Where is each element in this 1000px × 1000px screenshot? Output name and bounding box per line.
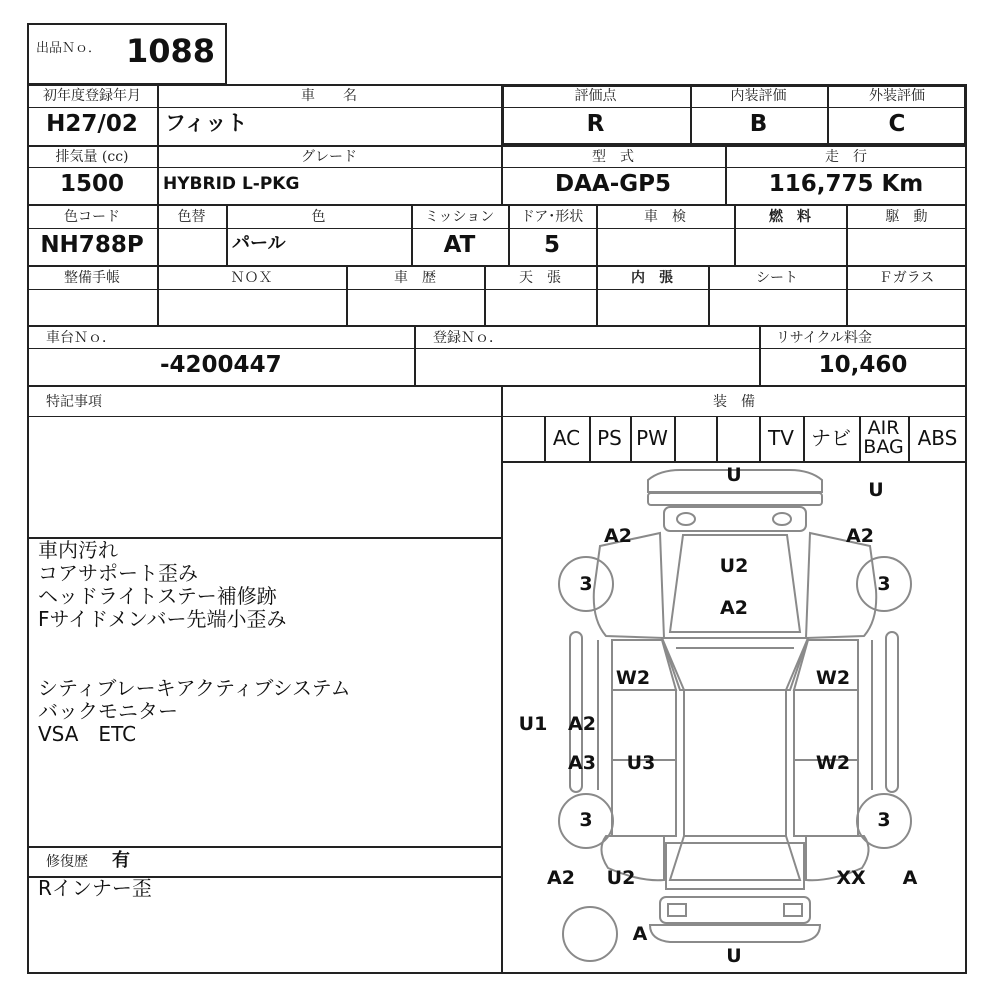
exterior-grade-value: C [888, 111, 906, 137]
fuel-label: 燃 料 [769, 209, 811, 225]
equip-airbag-line1: AIR [867, 417, 900, 439]
color-code-value: NH788P [40, 232, 144, 258]
car-name-label: 車 名 [301, 88, 357, 104]
remarks-label: 特記事項 [46, 394, 102, 410]
damage-mark: 3 [877, 573, 891, 595]
equip-airbag-line2: BAG [863, 436, 904, 458]
exterior-grade-label: 外装評価 [869, 88, 925, 104]
damage-mark: 3 [579, 809, 593, 831]
score-value: R [586, 111, 605, 137]
damage-mark: W2 [815, 752, 851, 774]
transmission-value: AT [443, 232, 476, 258]
chassis-no-label: 車台Ｎｏ． [46, 330, 116, 346]
mileage-label: 走 行 [825, 149, 867, 165]
model-value: DAA-GP5 [555, 171, 671, 197]
damage-mark: 3 [877, 809, 891, 831]
grille [664, 507, 806, 531]
equip-abs: ABS [917, 426, 958, 450]
interior-trim-label: 内 張 [631, 270, 673, 286]
repair-history-value: 有 [112, 850, 130, 871]
front-emblem-left [677, 513, 695, 525]
remarks-notes: 車内汚れ コアサポート歪み ヘッドライトステー補修跡 Fサイドメンバー先端小歪み [38, 538, 287, 631]
nox-label: ＮＯＸ [230, 270, 273, 286]
right-front-door [794, 690, 858, 760]
damage-mark: U [868, 479, 884, 501]
equip-navi: ナビ [811, 426, 851, 450]
f-glass-label: Ｆガラス [878, 270, 935, 286]
color-change-label: 色替 [177, 209, 206, 225]
door-shape-value: 5 [543, 232, 560, 258]
chassis-no-value: -4200447 [160, 352, 282, 378]
equip-pw: PW [636, 426, 668, 450]
model-label: 型 式 [592, 149, 634, 165]
damage-mark: A2 [720, 597, 748, 619]
rear-bumper [660, 897, 810, 923]
damage-mark: A3 [568, 752, 596, 774]
damage-mark: U2 [606, 867, 636, 889]
damage-mark: W2 [615, 667, 651, 689]
registration-no-label: 登録Ｎｏ． [433, 330, 503, 346]
damage-mark: U2 [719, 555, 749, 577]
roof [684, 690, 786, 836]
seat-label: シート [756, 270, 798, 286]
interior-grade-label: 内装評価 [730, 88, 787, 104]
equip-tv: TV [768, 426, 794, 450]
front-bumper-inner [648, 493, 822, 505]
right-sill [886, 632, 898, 792]
spare-tire [563, 907, 617, 961]
equip-ps: PS [597, 426, 622, 450]
car-name-value: フィット [165, 111, 248, 135]
score-label: 評価点 [574, 88, 617, 104]
damage-mark: 3 [579, 573, 593, 595]
repair-detail: Rインナー歪 [38, 876, 152, 900]
damage-mark: U3 [626, 752, 656, 774]
maintenance-book-label: 整備手帳 [64, 270, 120, 286]
transmission-label: ミッション [424, 209, 495, 225]
equipment-label: 装 備 [713, 394, 755, 410]
displacement-label: 排気量 (cc) [55, 149, 129, 165]
damage-mark: A2 [547, 867, 575, 889]
rear-bumper-lower [650, 925, 820, 942]
equip-ac: AC [552, 426, 581, 450]
damage-mark: A [902, 867, 918, 889]
hatch [666, 843, 804, 889]
color-label: 色 [311, 209, 326, 225]
mileage-value: 116,775 Km [768, 171, 924, 197]
windshield [662, 638, 808, 690]
damage-mark: A2 [568, 713, 596, 735]
displacement-value: 1500 [59, 171, 124, 197]
interior-grade-value: B [749, 111, 768, 137]
lot-number: 1088 [126, 32, 216, 70]
drive-label: 駆 動 [885, 209, 928, 225]
recycle-fee-label: リサイクル料金 [776, 330, 873, 346]
damage-mark: U1 [518, 713, 548, 735]
color-value: パール [232, 233, 286, 254]
repair-history-label: 修復歴 [46, 854, 88, 870]
door-shape-label: ドア･形状 [520, 209, 584, 225]
left-front-door [612, 690, 676, 760]
damage-mark: W2 [815, 667, 851, 689]
first-reg-label: 初年度登録年月 [43, 88, 141, 104]
history-label: 車 歴 [394, 270, 436, 286]
front-emblem-right [773, 513, 791, 525]
damage-mark: XX [836, 867, 866, 889]
damage-mark: U [726, 945, 742, 967]
lot-number-label: 出品Ｎｏ． [36, 41, 102, 56]
damage-mark: A2 [846, 525, 874, 547]
grade-value: HYBRID L-PKG [163, 174, 300, 194]
color-code-label: 色コード [64, 209, 120, 225]
damage-mark: A2 [604, 525, 632, 547]
damage-mark: U [726, 464, 742, 486]
damage-mark: A [632, 923, 648, 945]
roof-label: 天 張 [519, 270, 561, 286]
first-reg-value: H27/02 [46, 111, 138, 137]
inspection-label: 車 検 [644, 209, 686, 225]
grade-label: グレード [301, 149, 357, 165]
equipment-notes: シティブレーキアクティブシステム バックモニター VSA ETC [38, 676, 351, 746]
recycle-fee-value: 10,460 [818, 352, 908, 378]
